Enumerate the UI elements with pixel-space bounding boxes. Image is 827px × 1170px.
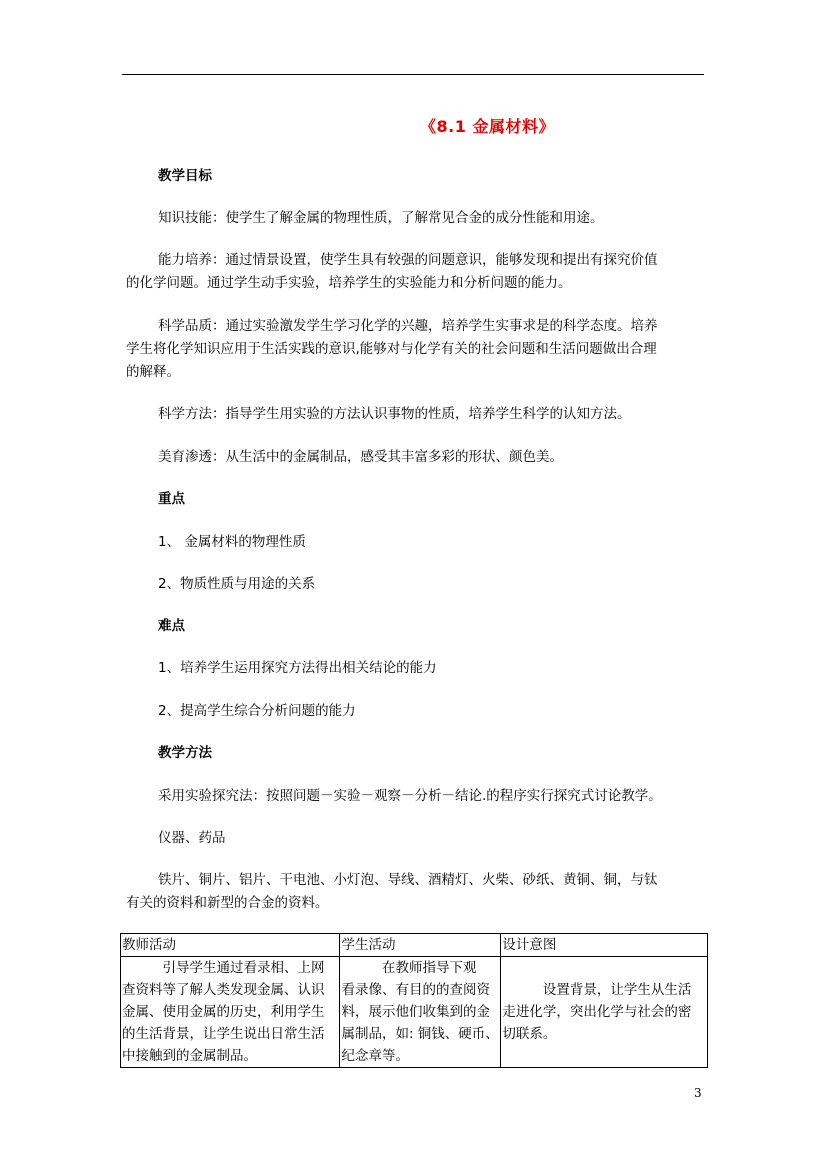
cell-student xyxy=(340,957,501,1068)
cell-design xyxy=(501,957,708,1068)
difficulty-item-1: 1、培养学生运用探究方法得出相关结论的能力 xyxy=(158,660,437,676)
key-heading: 重点 xyxy=(158,491,185,507)
equipment-line2: 有关的资料和新型的合金的资料。 xyxy=(126,895,329,911)
equipment-line1: 铁片、铜片、铝片、干电池、小灯泡、导线、酒精灯、火柴、砂纸、黄铜、铜，与钛 xyxy=(158,872,658,888)
cell-line: 纪念章等。 xyxy=(341,1048,409,1064)
header-rule xyxy=(122,74,704,75)
document-title xyxy=(0,114,827,137)
cell-line: 走进化学，突出化学与社会的密 xyxy=(502,1004,692,1020)
table-header-row xyxy=(121,934,708,957)
cell-line: 引导学生通过看录相、上网 xyxy=(122,960,325,976)
key-item-1: 1、 金属材料的物理性质 xyxy=(158,534,306,550)
goal-ability-line2: 的化学问题。通过学生动手实验，培养学生的实验能力和分析问题的能力。 xyxy=(126,275,572,291)
cell-line: 的生活背景，让学生说出日常生活 xyxy=(122,1026,325,1042)
goal-quality-line1: 科学品质：通过实验激发学生学习化学的兴趣，培养学生实事求是的科学态度。培养 xyxy=(158,318,658,334)
cell-line: 查资料等了解人类发现金属、认识 xyxy=(122,982,325,998)
goal-quality-line2: 学生将化学知识应用于生活实践的意识,能够对与化学有关的社会问题和生活问题做出合理 xyxy=(126,341,657,357)
page-number: 3 xyxy=(694,1086,702,1100)
goal-ability-line1: 能力培养：通过情景设置，使学生具有较强的问题意识，能够发现和提出有探究价值 xyxy=(158,252,658,268)
key-item-2: 2、物质性质与用途的关系 xyxy=(158,576,316,592)
cell-line: 金属、使用金属的历史，利用学生 xyxy=(122,1004,325,1020)
difficulty-heading: 难点 xyxy=(158,618,185,634)
activity-table xyxy=(120,933,708,1068)
cell-line: 在教师指导下观 xyxy=(341,960,477,976)
goal-method: 科学方法：指导学生用实验的方法认识事物的性质，培养学生科学的认知方法。 xyxy=(158,406,631,422)
cell-teacher xyxy=(121,957,340,1068)
goals-heading: 教学目标 xyxy=(158,168,212,184)
difficulty-item-2: 2、提高学生综合分析问题的能力 xyxy=(158,703,356,719)
header-student: 学生活动 xyxy=(340,934,501,957)
header-teacher: 教师活动 xyxy=(121,934,340,957)
cell-line xyxy=(502,957,706,979)
equipment-heading: 仪器、药品 xyxy=(158,830,226,846)
goal-quality-line3: 的解释。 xyxy=(126,364,180,380)
cell-line: 看录像、有目的的查阅资 xyxy=(341,982,490,998)
cell-line: 切联系。 xyxy=(502,1026,557,1042)
header-design: 设计意图 xyxy=(501,934,708,957)
method-heading: 教学方法 xyxy=(158,745,212,761)
cell-line: 属制品，如: 铜钱、硬币、 xyxy=(341,1026,499,1042)
goal-knowledge: 知识技能：使学生了解金属的物理性质，了解常见合金的成分性能和用途。 xyxy=(158,210,604,226)
cell-line: 设置背景，让学生从生活 xyxy=(502,982,692,998)
method-text: 采用实验探究法：按照问题－实验－观察－分析－结论.的程序实行探究式讨论教学。 xyxy=(158,788,662,804)
cell-line: 料，展示他们收集到的金 xyxy=(341,1004,490,1020)
cell-line: 中接触到的金属制品。 xyxy=(122,1048,257,1064)
title-text: 《8.1 金属材料》 xyxy=(420,117,555,136)
table-row xyxy=(121,957,708,1068)
goal-aesthetic: 美育渗透：从生活中的金属制品，感受其丰富多彩的形状、颜色美。 xyxy=(158,449,563,465)
